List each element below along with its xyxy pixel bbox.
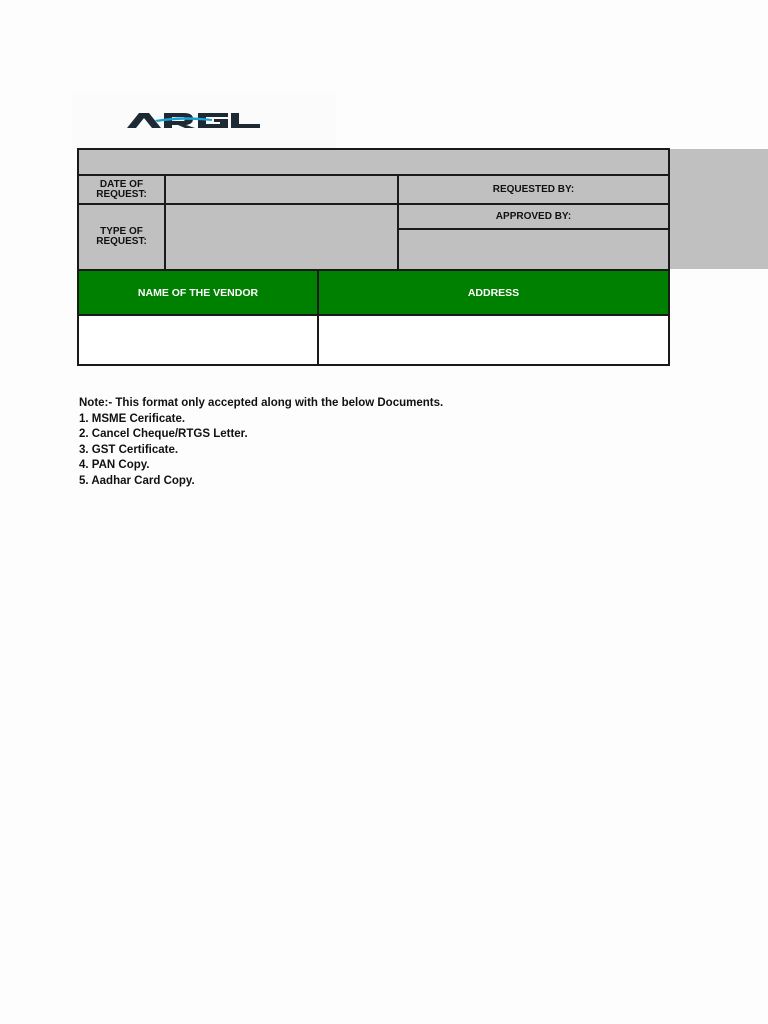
request-form bbox=[77, 148, 670, 366]
notes-item-cheque: 2. Cancel Cheque/RTGS Letter. bbox=[79, 428, 248, 440]
address-header bbox=[319, 271, 668, 314]
date-of-request-field[interactable] bbox=[166, 176, 397, 203]
vendor-name-header-label: NAME OF THE VENDOR bbox=[137, 286, 259, 299]
notes-item-pan: 4. PAN Copy. bbox=[79, 459, 150, 471]
grey-extension bbox=[670, 149, 768, 269]
notes-item-aadhar: 5. Aadhar Card Copy. bbox=[79, 474, 195, 487]
requested-by-label: REQUESTED BY: bbox=[492, 183, 575, 195]
vendor-name-header bbox=[79, 271, 317, 314]
notes-section bbox=[79, 396, 679, 489]
notes-item-gst: 3. GST Certificate. bbox=[79, 443, 179, 456]
company-logo bbox=[72, 93, 336, 149]
date-of-request-label-cell bbox=[79, 176, 164, 203]
approved-by-label-cell bbox=[399, 205, 668, 228]
type-of-request-label-cell bbox=[79, 205, 164, 269]
type-of-request-field[interactable] bbox=[166, 205, 397, 269]
argl-logo-graphic bbox=[72, 93, 336, 149]
approved-by-label: APPROVED BY: bbox=[495, 210, 572, 222]
form-title-band bbox=[79, 150, 668, 174]
date-of-request-label: DATE OF REQUEST: bbox=[96, 178, 147, 200]
notes-item-msme: 1. MSME Cerificate. bbox=[79, 412, 186, 425]
vendor-name-cell[interactable] bbox=[79, 316, 317, 364]
address-header-label: ADDRESS bbox=[467, 286, 520, 299]
notes-title: Note:- This format only accepted along with the below Documents. bbox=[79, 397, 444, 409]
type-of-request-label: TYPE OF REQUEST: bbox=[96, 226, 147, 247]
address-cell[interactable] bbox=[319, 316, 668, 364]
requested-by-cell[interactable] bbox=[399, 176, 668, 203]
approved-by-field[interactable] bbox=[399, 230, 668, 269]
